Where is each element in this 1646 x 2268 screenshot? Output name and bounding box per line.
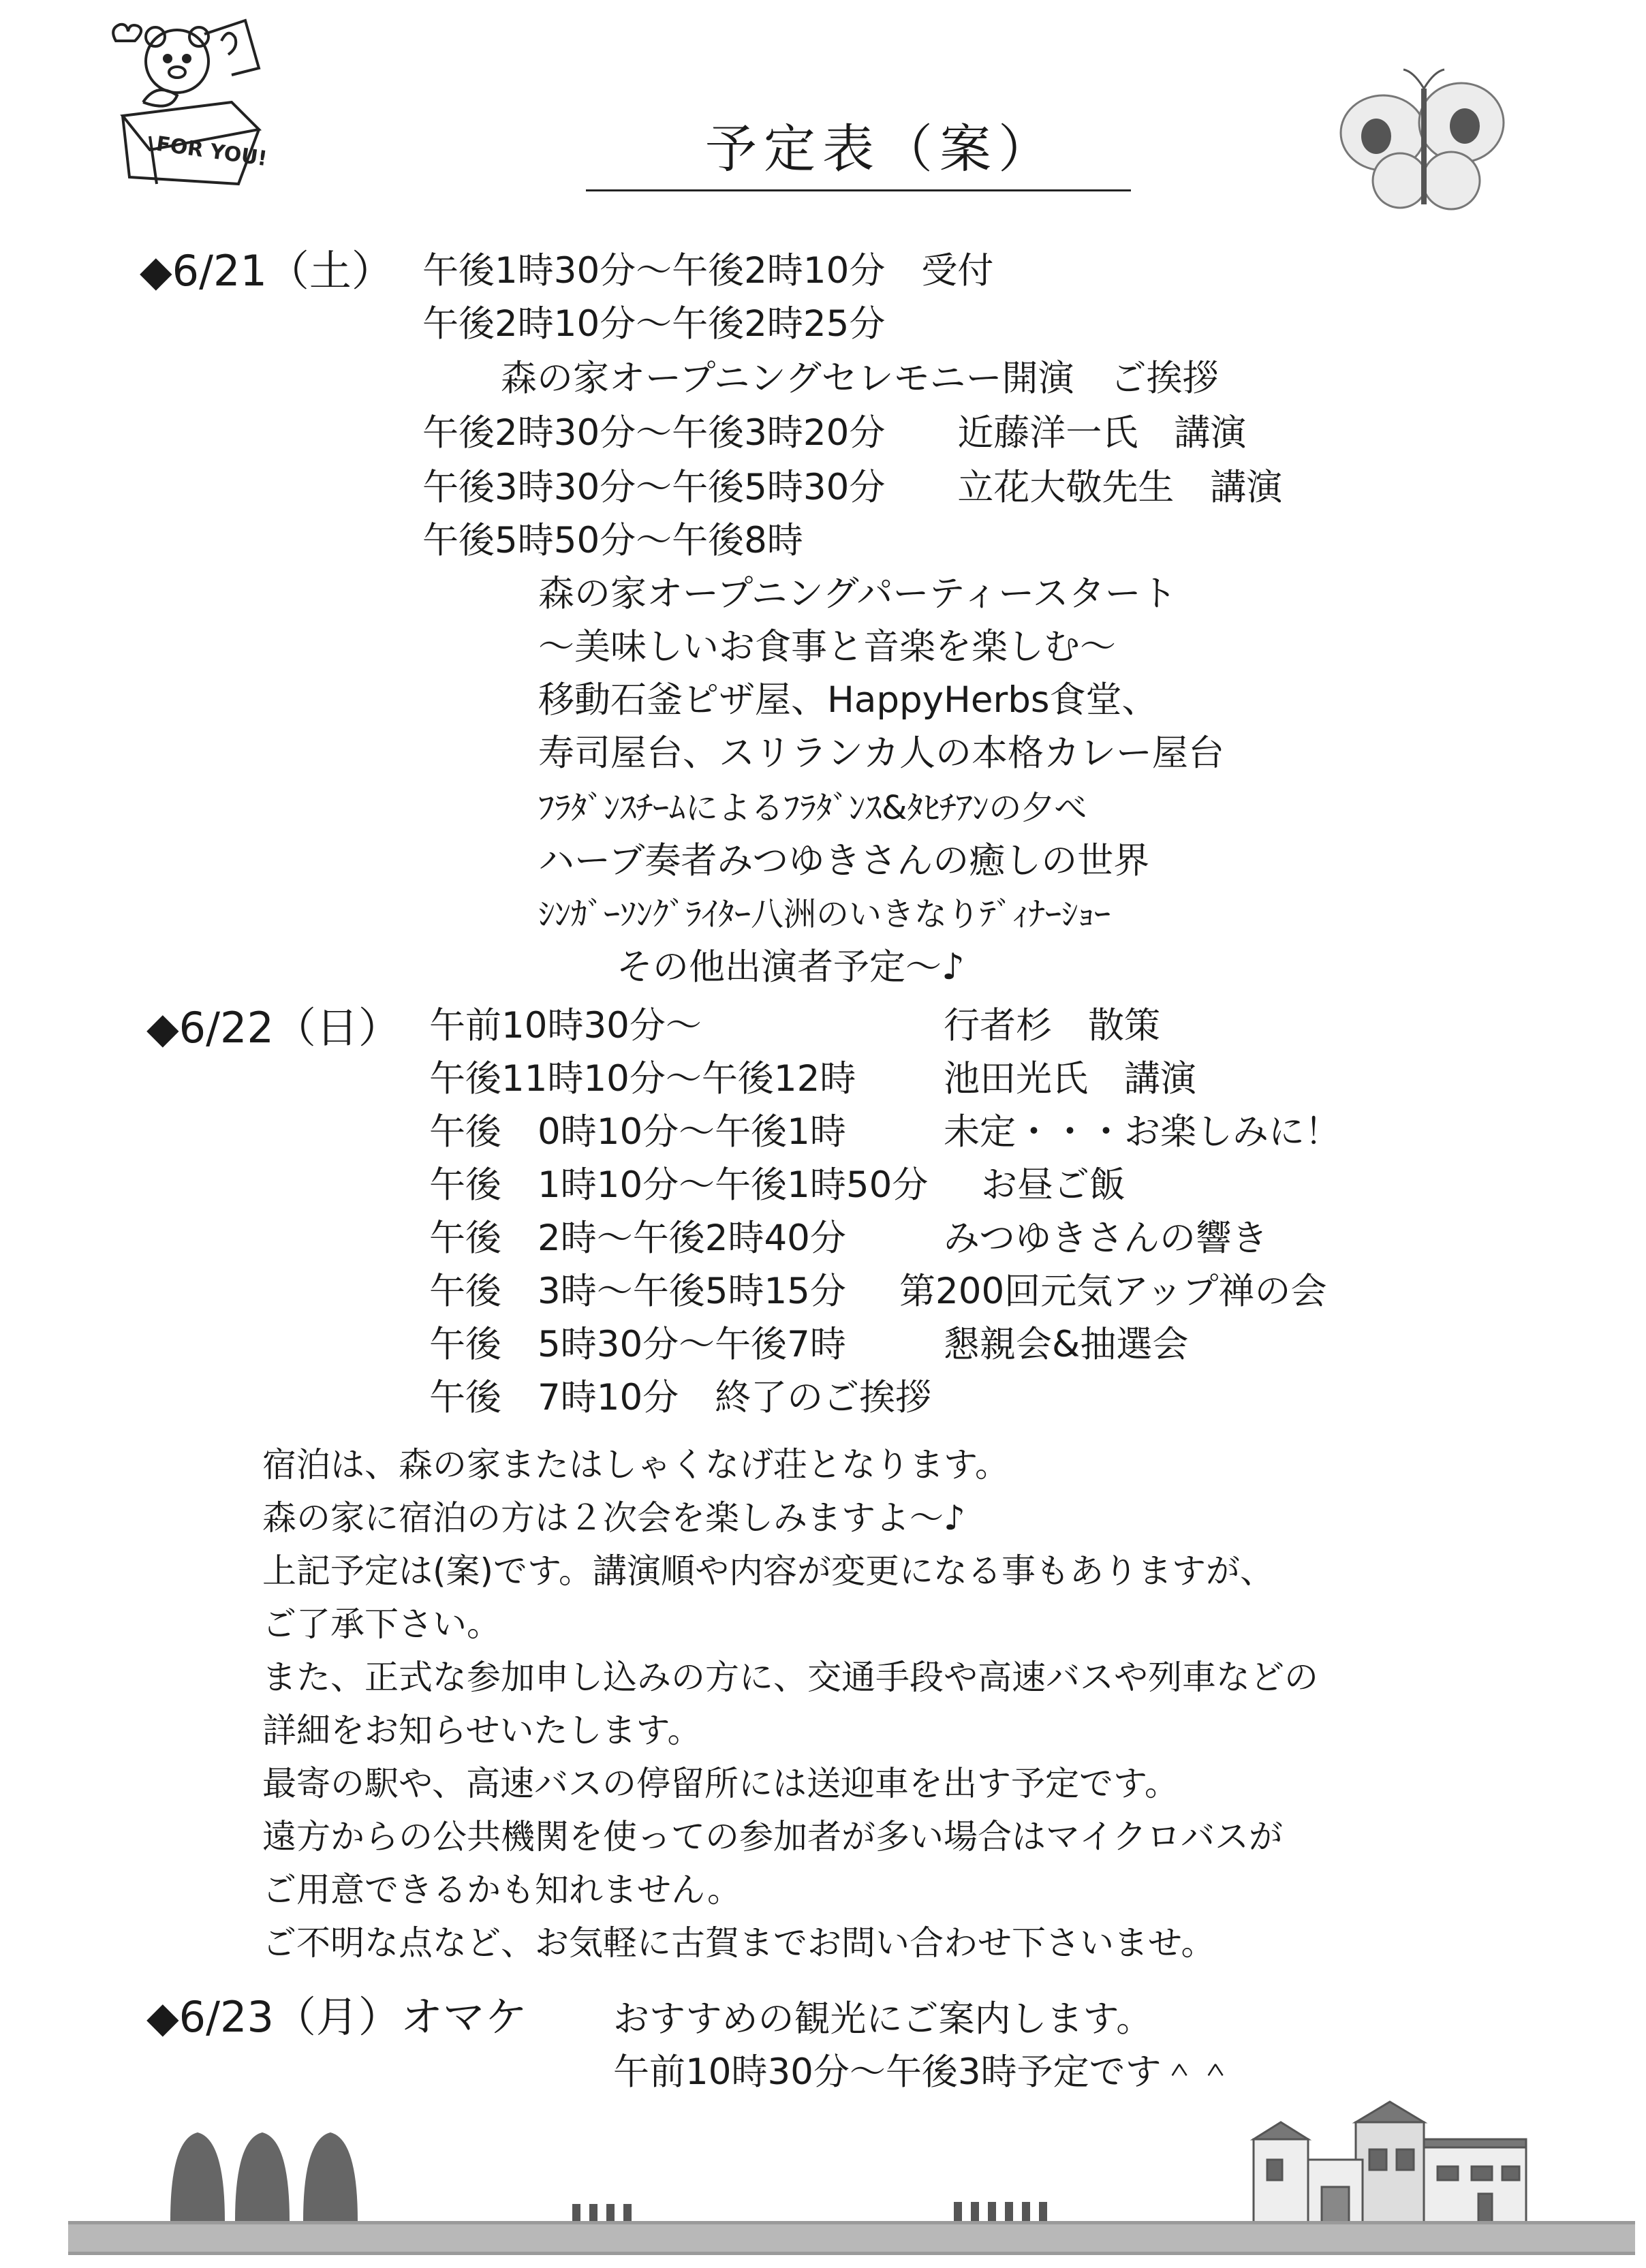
day1-line-8: 〜美味しいお食事と音楽を楽しむ〜 <box>538 626 1116 668</box>
note-3: 上記予定は(案)です。講演順や内容が変更になる事もありますが、 <box>262 1551 1275 1591</box>
note-6: 詳細をお知らせいたします。 <box>262 1711 702 1750</box>
page-title: 予定表（案） <box>705 119 1057 179</box>
title-underline <box>586 189 1131 191</box>
day2-row-6-event: 第200回元気アップ禅の会 <box>899 1271 1327 1312</box>
day2-row-6-time: 午後 3時〜午後5時15分 <box>429 1271 846 1312</box>
day1-line-7: 森の家オープニングパーティースタート <box>538 573 1177 615</box>
day1-line-2: 午後2時10分〜午後2時25分 <box>422 303 886 345</box>
shrubs-middle <box>572 2202 1047 2223</box>
day1-line-13: ｼﾝｶﾞｰｿﾝｸﾞﾗｲﾀｰ八洲のいきなりﾃﾞｨﾅｰｼｮｰ <box>538 895 1111 933</box>
day2-row-4-event: お昼ご飯 <box>981 1164 1125 1206</box>
butterfly-illustration <box>1335 68 1512 225</box>
day1-line-5: 午後3時30分〜午後5時30分 立花大敬先生 講演 <box>422 467 1283 508</box>
day2-row-8-time: 午後 7時10分 終了のご挨拶 <box>429 1377 932 1418</box>
day2-row-7-time: 午後 5時30分〜午後7時 <box>429 1324 846 1365</box>
gift-box-text: FOR YOU! <box>155 131 269 172</box>
day2-row-7-event: 懇親会&抽選会 <box>944 1324 1189 1365</box>
day2-row-5-time: 午後 2時〜午後2時40分 <box>429 1217 846 1259</box>
day2-row-4-time: 午後 1時10分〜午後1時50分 <box>429 1164 929 1206</box>
note-7: 最寄の駅や、高速バスの停留所には送迎車を出す予定です。 <box>262 1764 1179 1803</box>
day3-date: ◆6/23（月）オマケ <box>146 1992 527 2042</box>
day1-line-1: 午後1時30分〜午後2時10分 受付 <box>422 250 994 292</box>
day2-row-1-time: 午前10時30分〜 <box>429 1005 702 1046</box>
day2-row-5-event: みつゆきさんの響き <box>944 1217 1268 1259</box>
note-4: ご了承下さい。 <box>262 1604 501 1644</box>
note-8: 遠方からの公共機関を使っての参加者が多い場合はマイクロバスが <box>262 1817 1283 1857</box>
note-1: 宿泊は、森の家またはしゃくなげ荘となります。 <box>262 1445 1009 1485</box>
day1-date: ◆6/21（土） <box>140 246 394 296</box>
day1-line-11: ﾌﾗﾀﾞﾝｽﾁｰﾑによるﾌﾗﾀﾞﾝｽ&ﾀﾋﾁｱﾝの夕べ <box>538 789 1087 827</box>
day2-row-3-event: 未定・・・お楽しみに！ <box>944 1111 1341 1153</box>
day2-date: ◆6/22（日） <box>146 1003 401 1053</box>
note-9: ご用意できるかも知れません。 <box>262 1870 741 1910</box>
day1-line-12: ハーブ奏者みつゆきさんの癒しの世界 <box>538 840 1150 882</box>
day2-row-3-time: 午後 0時10分〜午後1時 <box>429 1111 846 1153</box>
house-illustration <box>1254 2102 1526 2224</box>
note-5: また、正式な参加申し込みの方に、交通手段や高速バスや列車などの <box>262 1658 1318 1697</box>
day1-line-9: 移動石釜ピザ屋、HappyHerbs食堂、 <box>538 679 1158 721</box>
heart-icon <box>113 25 141 41</box>
day2-row-1-event: 行者杉 散策 <box>944 1005 1160 1046</box>
trees-left <box>170 2132 358 2221</box>
day3-line-1: おすすめの観光にご案内します。 <box>613 1998 1153 2040</box>
note-10: ご不明な点など、お気軽に古賀までお問い合わせ下さいませ。 <box>262 1923 1215 1963</box>
bear-gift-box-illustration <box>102 14 279 198</box>
day3-line-2: 午前10時30分〜午後3時予定です＾＾ <box>613 2051 1234 2093</box>
day1-line-10: 寿司屋台、スリランカ人の本格カレー屋台 <box>538 732 1224 774</box>
day1-line-3: 森の家オープニングセレモニー開演 ご挨拶 <box>501 358 1219 399</box>
note-2: 森の家に宿泊の方は２次会を楽しみますよ〜♪ <box>262 1498 965 1538</box>
day2-row-2-time: 午後11時10分〜午後12時 <box>429 1058 856 1100</box>
footer-landscape-illustration <box>68 2085 1635 2255</box>
day1-line-6: 午後5時50分〜午後8時 <box>422 520 803 561</box>
day1-line-14: その他出演者予定〜♪ <box>617 946 965 988</box>
day2-row-2-event: 池田光氏 講演 <box>944 1058 1196 1100</box>
day1-line-4: 午後2時30分〜午後3時20分 近藤洋一氏 講演 <box>422 412 1247 454</box>
